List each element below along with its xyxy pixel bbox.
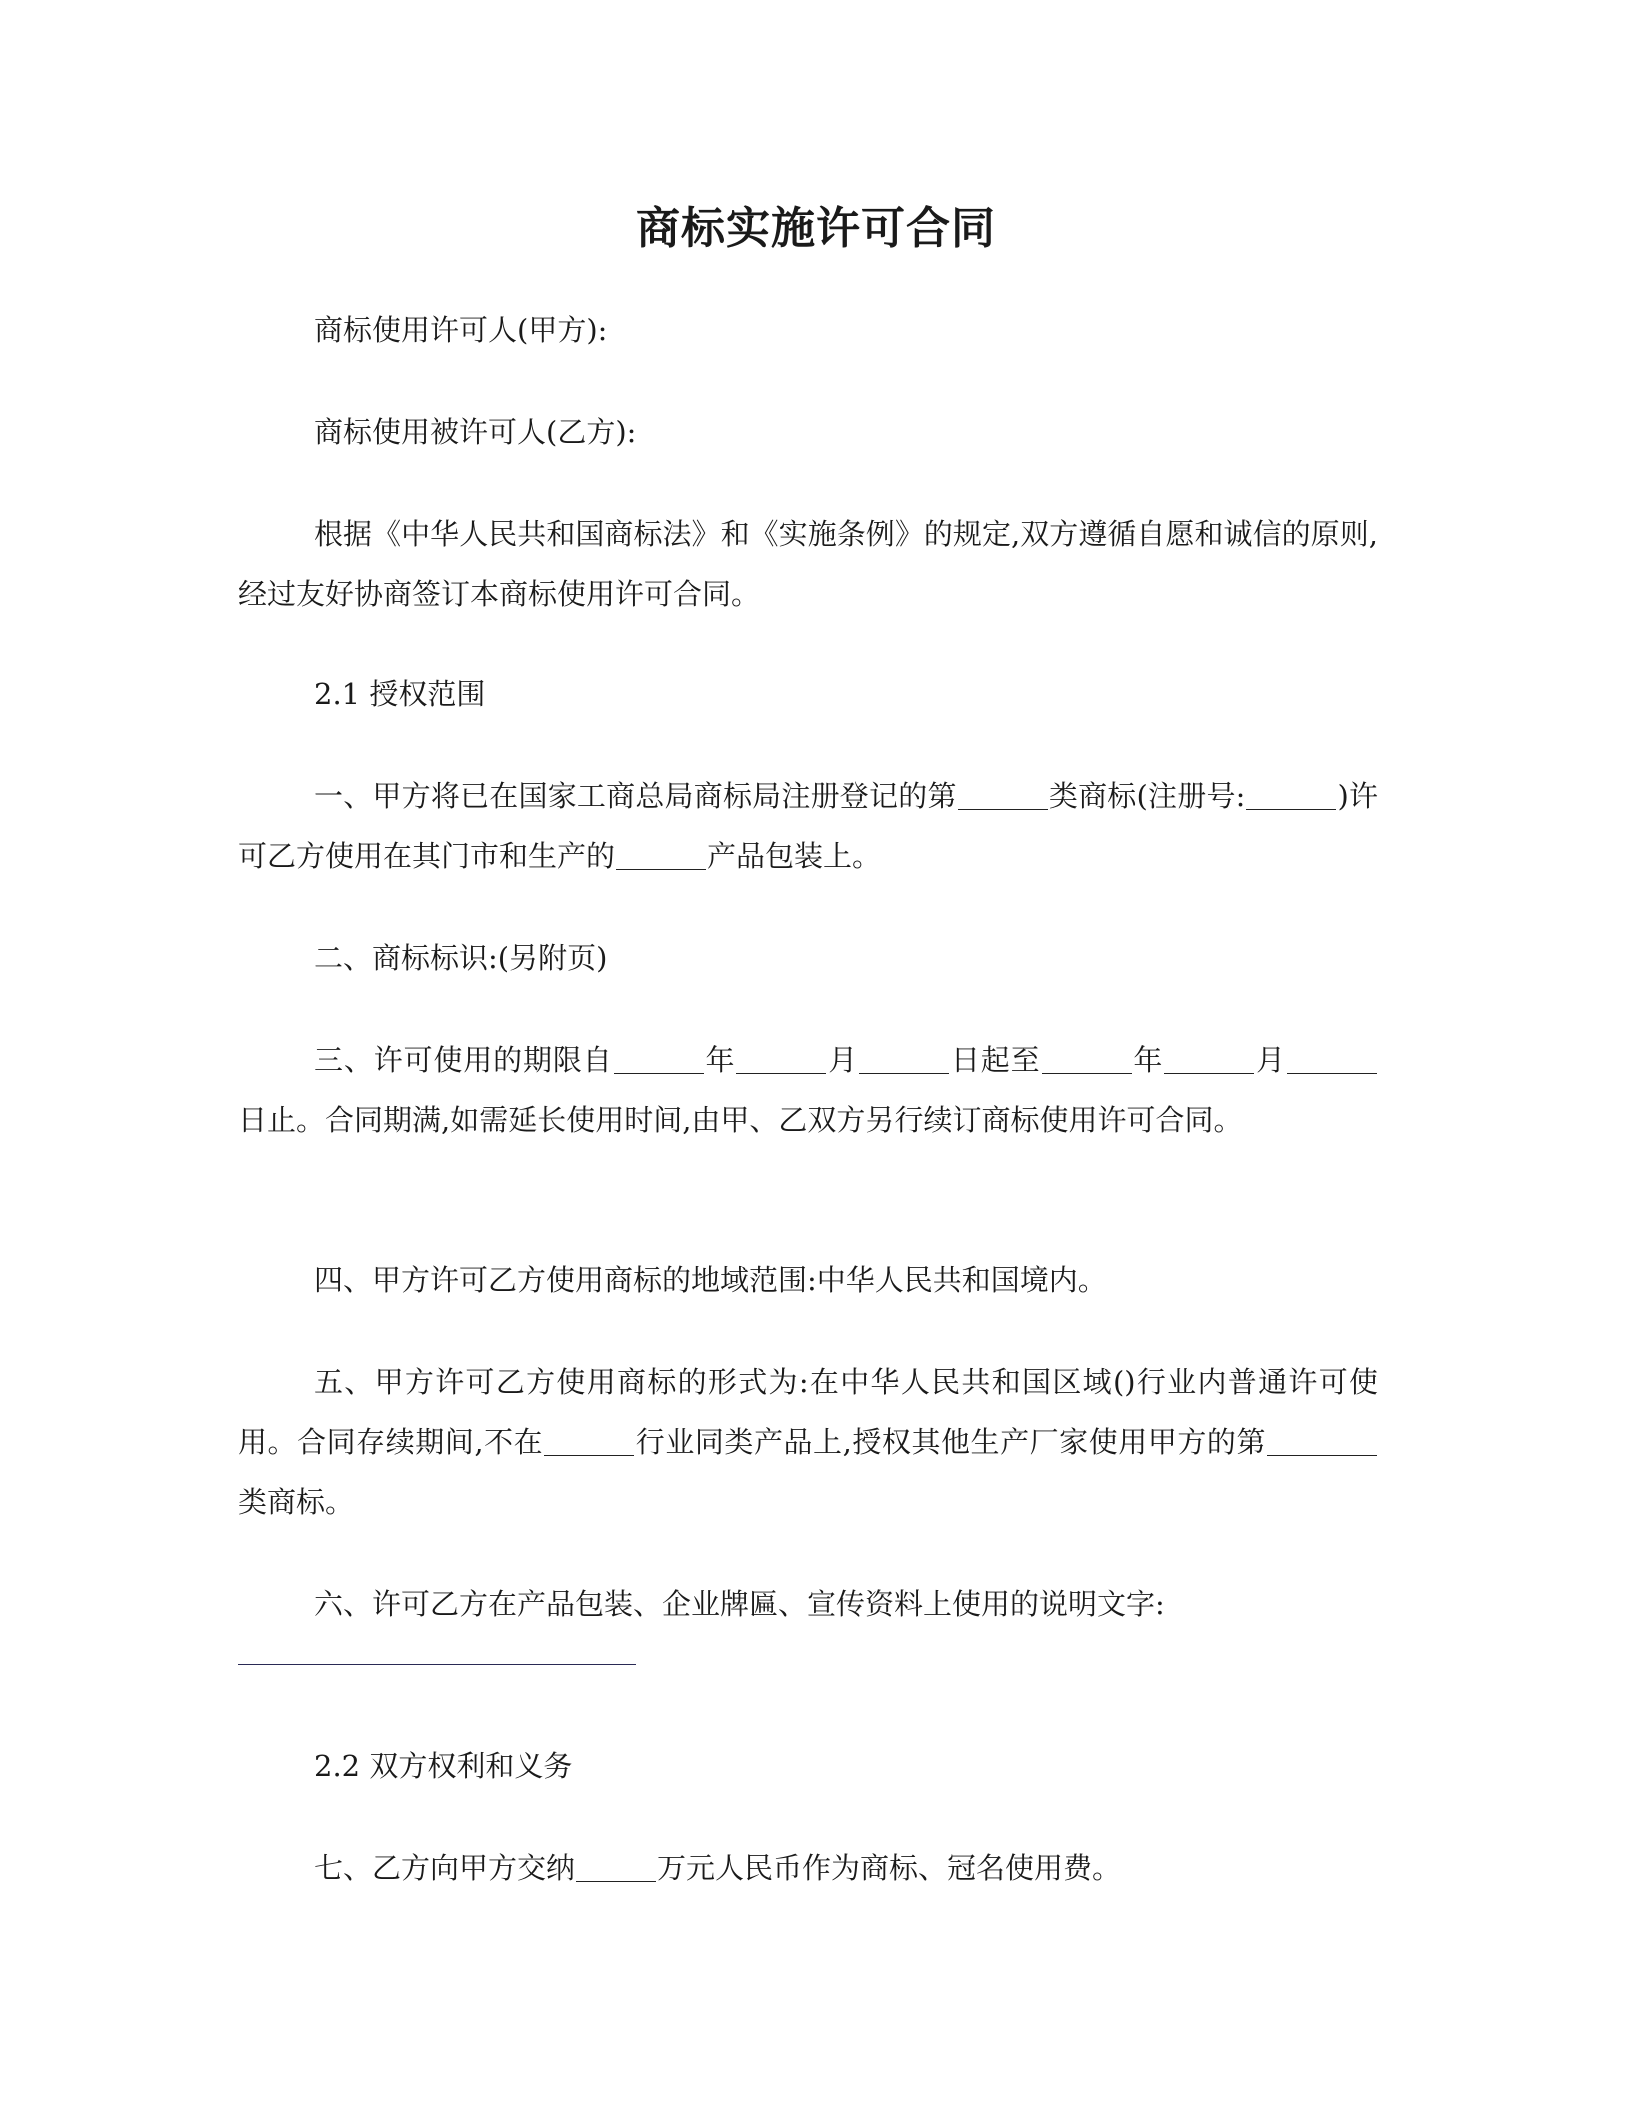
document-title: 商标实施许可合同 [636, 203, 996, 254]
clause-5-text: 行业同类产品上,授权其他生产厂家使用甲方的第 [635, 1425, 1267, 1459]
clause-1-text: 产品包装上。 [707, 839, 882, 873]
clause-3-text: 日止。合同期满,如需延长使用时间,由甲、乙双方另行续订商标使用许可合同。 [238, 1103, 1243, 1137]
fill-blank[interactable] [544, 1426, 634, 1456]
fill-blank[interactable] [1042, 1044, 1132, 1074]
fill-blank[interactable] [958, 780, 1048, 810]
section-heading-2-1: 2.1 授权范围 [314, 677, 486, 711]
clause-3-text: 年 [704, 1043, 736, 1077]
clause-3-text: 日起至 [950, 1043, 1041, 1077]
clause-3-text: 三、许可使用的期限自 [314, 1043, 613, 1077]
clause-4-paragraph: 四、甲方许可乙方使用商标的地域范围:中华人民共和国境内。 [314, 1263, 1107, 1297]
section-heading-2-2: 2.2 双方权利和义务 [314, 1749, 573, 1783]
clause-7-text: 万元人民币作为商标、冠名使用费。 [657, 1851, 1122, 1885]
clause-1-text: )许可乙方使用在其门市和生产的 [238, 779, 1378, 873]
fill-blank[interactable] [1267, 1426, 1377, 1456]
fill-blank[interactable] [616, 840, 706, 870]
fill-blank[interactable] [614, 1044, 704, 1074]
description-text-line[interactable] [238, 1664, 636, 1665]
preamble-paragraph: 根据《中华人民共和国商标法》和《实施条例》的规定,双方遵循自愿和诚信的原则,经过友好协商签订本商标使用许可合同。 [238, 517, 1378, 611]
fill-blank[interactable] [1287, 1044, 1377, 1074]
clause-3-text: 月 [1255, 1043, 1286, 1077]
party-a-line: 商标使用许可人(甲方): [314, 313, 608, 347]
clause-5-text: 五、甲方许可乙方使用商标的形式为:在中华人民共和国区域()行业内普通许可使用。合同存续期间,不在 [238, 1365, 1378, 1459]
fill-blank[interactable] [736, 1044, 826, 1074]
clause-1-text: 一、甲方将已在国家工商总局商标局注册登记的第 [314, 779, 957, 813]
clause-2-paragraph: 二、商标标识:(另附页) [314, 941, 608, 975]
clause-6-paragraph: 六、许可乙方在产品包装、企业牌匾、宣传资料上使用的说明文字: [314, 1587, 1165, 1621]
clause-7-paragraph [238, 1838, 1378, 1898]
fill-blank[interactable] [1246, 780, 1336, 810]
clause-1-text: 类商标(注册号: [1048, 779, 1246, 813]
clause-3-text: 月 [827, 1043, 859, 1077]
clause-3-text: 年 [1132, 1043, 1164, 1077]
clause-5-text: 类商标。 [238, 1485, 355, 1519]
fill-blank[interactable] [1164, 1044, 1254, 1074]
fill-blank[interactable] [859, 1044, 949, 1074]
clause-1-paragraph [238, 766, 1378, 886]
clause-3-paragraph [238, 1030, 1378, 1150]
clause-7-text: 七、乙方向甲方交纳 [314, 1851, 576, 1885]
party-b-line: 商标使用被许可人(乙方): [314, 415, 637, 449]
fill-blank[interactable] [576, 1852, 656, 1882]
clause-5-paragraph [238, 1352, 1378, 1532]
